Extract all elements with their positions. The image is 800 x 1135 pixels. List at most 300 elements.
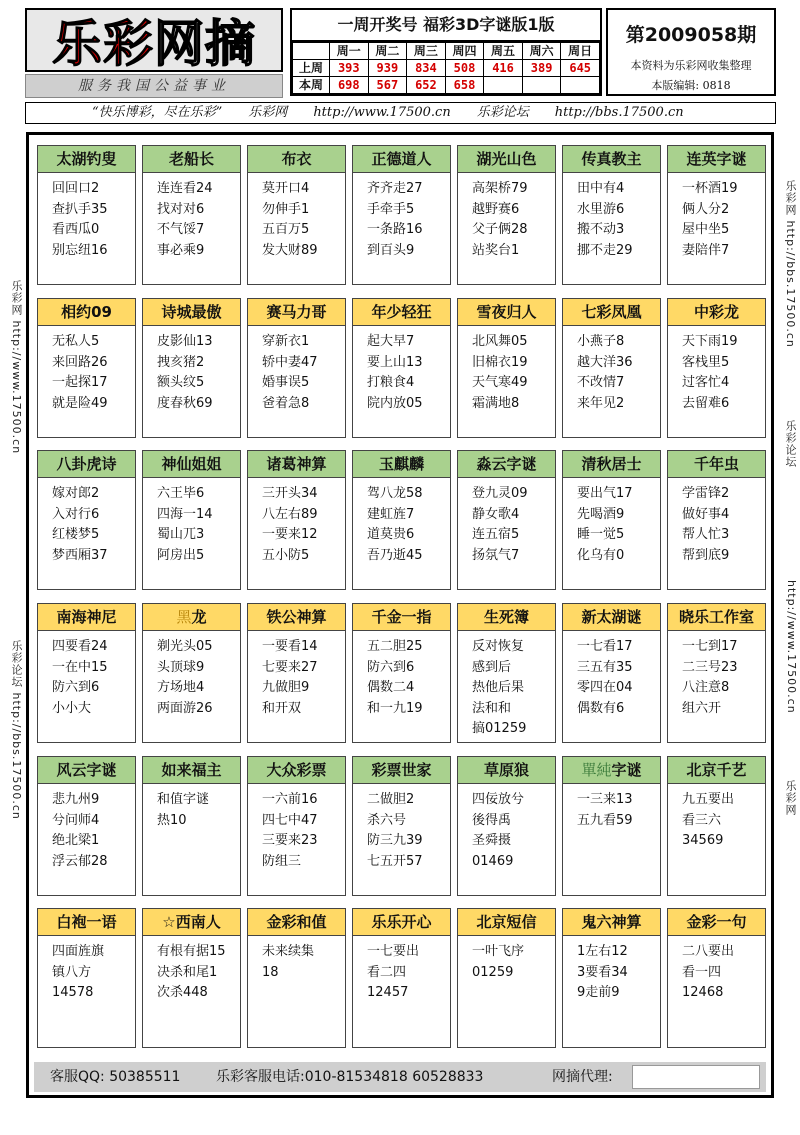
riddle-line: 一六前16 xyxy=(262,792,318,807)
riddle-card xyxy=(562,145,661,285)
riddle-line: 八注意8 xyxy=(682,680,730,695)
riddle-line: 客栈里5 xyxy=(682,354,730,370)
draw-number: 939 xyxy=(368,60,407,77)
riddle-line: 六王毕6 xyxy=(157,486,205,501)
riddle-card-body xyxy=(38,478,135,566)
riddle-card-title: 铁公神算 xyxy=(248,604,345,631)
weekly-draw-title: 一周开奖号 福彩3D字谜版1版 xyxy=(292,10,600,42)
riddle-card-title: 传真教主 xyxy=(563,146,660,173)
riddle-card-title: 大众彩票 xyxy=(248,757,345,784)
riddle-line: 连连看24 xyxy=(157,181,213,196)
tagline-quote: “快乐博彩，尽在乐彩” xyxy=(92,105,223,120)
riddle-card xyxy=(352,145,451,285)
riddle-card-title: 诗城最傲 xyxy=(143,299,240,326)
riddle-card xyxy=(247,145,346,285)
riddle-line: 站奖台1 xyxy=(472,242,520,258)
riddle-line: 阿房出5 xyxy=(157,547,205,563)
riddle-line: 一条路16 xyxy=(367,222,423,237)
riddle-card-title: 老船长 xyxy=(143,146,240,173)
riddle-line: 四佞放兮 xyxy=(472,792,525,807)
riddle-line: 三要来23 xyxy=(262,833,318,848)
riddle-line: 防六到6 xyxy=(52,680,100,695)
riddle-line: 勿伸手1 xyxy=(262,201,310,217)
riddle-card xyxy=(37,908,136,1048)
riddle-line: 和一九19 xyxy=(367,700,423,716)
riddle-line: 事必乘9 xyxy=(157,242,205,258)
riddle-line: 感到后 xyxy=(472,659,512,675)
draw-number: 393 xyxy=(330,60,369,77)
weekday-cell: 周四 xyxy=(445,43,484,60)
riddle-card xyxy=(247,603,346,743)
riddle-card-body xyxy=(143,784,240,831)
riddle-line: 登九灵09 xyxy=(472,486,528,501)
draw-number: 508 xyxy=(445,60,484,77)
riddle-card-body xyxy=(143,478,240,566)
riddle-line: 14578 xyxy=(52,985,94,1000)
riddle-card-title: 八卦虎诗 xyxy=(38,451,135,478)
riddle-line: 妻陪伴7 xyxy=(682,242,730,258)
riddle-card xyxy=(142,298,241,438)
riddle-card xyxy=(667,145,766,285)
riddle-line: 别忘纽16 xyxy=(52,242,108,258)
riddle-card xyxy=(457,756,556,896)
riddle-line: 兮问师4 xyxy=(52,812,100,828)
weekly-draw-table xyxy=(292,42,600,94)
riddle-line: 屋中坐5 xyxy=(682,222,730,237)
weekly-draw-panel xyxy=(290,8,602,96)
footer-phone: 乐彩客服电话:010-81534818 60528833 xyxy=(216,1069,484,1085)
riddle-card-body xyxy=(563,478,660,566)
riddle-line: 入对行6 xyxy=(52,506,100,522)
riddle-line: 无私人5 xyxy=(52,334,100,349)
riddle-line: 皮影仙13 xyxy=(157,334,213,349)
riddle-grid xyxy=(26,132,774,1098)
riddle-line: 防组三 xyxy=(262,853,302,869)
riddle-line: 发大财89 xyxy=(262,242,318,258)
riddle-card-title: 太湖钓叟 xyxy=(38,146,135,173)
riddle-card-title: 湖光山色 xyxy=(458,146,555,173)
riddle-line: 防三九39 xyxy=(367,833,423,848)
riddle-line: 手牵手5 xyxy=(367,201,415,217)
draw-number: 652 xyxy=(407,77,446,94)
riddle-line: 小燕子8 xyxy=(577,334,625,349)
issue-editor-note: 本版编辑: 0818 xyxy=(651,79,731,92)
riddle-line: 学雷锋2 xyxy=(682,486,730,501)
riddle-line: 和开双 xyxy=(262,700,302,716)
riddle-line: 看二四 xyxy=(367,964,407,980)
riddle-line: 水里游6 xyxy=(577,201,625,217)
riddle-line: 一七看17 xyxy=(577,639,633,654)
issue-source-note: 本资料为乐彩网收集整理 xyxy=(630,59,752,72)
riddle-card-title: 南海神尼 xyxy=(38,604,135,631)
riddle-line: 七要来27 xyxy=(262,659,318,675)
logo-text-1: 乐彩 xyxy=(52,15,154,73)
riddle-line: 北风舞05 xyxy=(472,334,528,349)
agent-field xyxy=(632,1065,760,1089)
riddle-card-title: 赛马力哥 xyxy=(248,299,345,326)
riddle-line: 驾八龙58 xyxy=(367,486,423,501)
riddle-card-title: 神仙姐姐 xyxy=(143,451,240,478)
draw-number: 658 xyxy=(445,77,484,94)
riddle-card-body xyxy=(353,326,450,414)
riddle-line: 轿中妻47 xyxy=(262,354,318,370)
riddle-line: 道莫贵6 xyxy=(367,527,415,542)
riddle-card-body xyxy=(563,631,660,719)
side-text-left: 乐彩网 http://www.17500.cn xyxy=(10,280,23,455)
riddle-card-body xyxy=(353,936,450,1004)
riddle-card-body xyxy=(248,936,345,983)
riddle-card-title: 连英字谜 xyxy=(668,146,765,173)
riddle-card-body xyxy=(458,478,555,566)
riddle-card-body xyxy=(38,936,135,1004)
title-part: 單純 xyxy=(581,761,612,779)
riddle-card xyxy=(562,450,661,590)
riddle-card-title: 千金一指 xyxy=(353,604,450,631)
riddle-line: 婚事误5 xyxy=(262,375,310,390)
riddle-line: 扬氛气7 xyxy=(472,547,520,563)
riddle-card xyxy=(457,908,556,1048)
riddle-card-body xyxy=(143,631,240,719)
riddle-card xyxy=(247,908,346,1048)
riddle-card xyxy=(457,298,556,438)
riddle-card xyxy=(142,145,241,285)
riddle-card-title: 正德道人 xyxy=(353,146,450,173)
draw-number: 645 xyxy=(561,60,600,77)
riddle-card xyxy=(562,603,661,743)
riddle-card-title: 金彩一句 xyxy=(668,909,765,936)
riddle-line: 看西瓜0 xyxy=(52,222,100,237)
riddle-line: 田中有4 xyxy=(577,181,625,196)
riddle-line: 蜀山兀3 xyxy=(157,527,205,542)
riddle-card-body xyxy=(38,326,135,414)
weekday-cell: 周五 xyxy=(484,43,523,60)
riddle-card xyxy=(37,603,136,743)
riddle-line: 帮到底9 xyxy=(682,547,730,563)
riddle-line: 反对恢复 xyxy=(472,639,525,654)
riddle-card-title: 生死簿 xyxy=(458,604,555,631)
riddle-line: 越野赛6 xyxy=(472,201,520,217)
logo-slogan: 服务我国公益事业 xyxy=(25,74,283,98)
riddle-line: 连五宿5 xyxy=(472,527,520,542)
riddle-card-body xyxy=(563,173,660,261)
riddle-line: 防六到6 xyxy=(367,659,415,675)
riddle-line: 零四在04 xyxy=(577,680,633,695)
row-label: 上周 xyxy=(293,60,330,77)
riddle-card-body xyxy=(143,326,240,414)
riddle-line: 有根有据15 xyxy=(157,944,226,959)
riddle-card-body xyxy=(458,173,555,261)
riddle-card-body xyxy=(353,631,450,719)
draw-number: 416 xyxy=(484,60,523,77)
riddle-card-body xyxy=(668,478,765,566)
riddle-card-body xyxy=(248,478,345,566)
riddle-line: 方场地4 xyxy=(157,680,205,695)
riddle-card-title: 淼云字谜 xyxy=(458,451,555,478)
riddle-card xyxy=(562,298,661,438)
riddle-line: 和值字谜 xyxy=(157,792,210,807)
riddle-card-title: 七彩凤凰 xyxy=(563,299,660,326)
riddle-line: 梦西厢37 xyxy=(52,547,108,563)
riddle-line: 要上山13 xyxy=(367,354,423,370)
riddle-line: 搬不动3 xyxy=(577,222,625,237)
riddle-line: 34569 xyxy=(682,833,724,848)
riddle-line: 三五有35 xyxy=(577,659,633,675)
riddle-line: 五百万5 xyxy=(262,222,310,237)
this-week-row xyxy=(293,77,600,94)
riddle-line: 帮人忙3 xyxy=(682,527,730,542)
riddle-card xyxy=(457,145,556,285)
riddle-card xyxy=(667,603,766,743)
riddle-line: 18 xyxy=(262,964,279,980)
riddle-card-body xyxy=(38,631,135,719)
riddle-card-body xyxy=(248,173,345,261)
riddle-card xyxy=(247,298,346,438)
riddle-line: 八左右89 xyxy=(262,506,318,522)
riddle-line: 次杀448 xyxy=(157,985,208,1000)
riddle-line: 看一四 xyxy=(682,964,722,980)
riddle-line: 莫开口4 xyxy=(262,181,310,196)
riddle-line: 绝北梁1 xyxy=(52,833,100,848)
riddle-line: 穿新衣1 xyxy=(262,334,310,349)
riddle-card xyxy=(142,756,241,896)
riddle-card-title: 相约09 xyxy=(38,299,135,326)
forum-link[interactable]: http://bbs.17500.cn xyxy=(554,105,684,120)
draw-number: 698 xyxy=(330,77,369,94)
riddle-card xyxy=(37,450,136,590)
riddle-card-title: 中彩龙 xyxy=(668,299,765,326)
riddle-line: 搞01259 xyxy=(472,721,527,736)
riddle-line: 四要看24 xyxy=(52,639,108,654)
riddle-line: 剃光头05 xyxy=(157,639,213,654)
riddle-line: 五二胆25 xyxy=(367,639,423,654)
riddle-card-title: 清秋居士 xyxy=(563,451,660,478)
riddle-line: 法和和 xyxy=(472,700,512,716)
weekday-cell: 周三 xyxy=(407,43,446,60)
riddle-line: 悲九州9 xyxy=(52,792,100,807)
riddle-line: 浮云郁28 xyxy=(52,853,108,869)
riddle-line: 院内放05 xyxy=(367,395,423,411)
weekday-cell: 周六 xyxy=(522,43,561,60)
riddle-line: 旧棉衣19 xyxy=(472,354,528,370)
riddle-card-title: 年少轻狂 xyxy=(353,299,450,326)
issue-number: 第2009058期 xyxy=(625,24,757,46)
riddle-card-title: 乐乐开心 xyxy=(353,909,450,936)
riddle-card xyxy=(247,450,346,590)
riddle-line: 後得禹 xyxy=(472,812,512,828)
riddle-card-body xyxy=(143,173,240,261)
riddle-card-title: 金彩和值 xyxy=(248,909,345,936)
riddle-line: 1左右12 xyxy=(577,944,628,959)
riddle-line: 四海一14 xyxy=(157,506,213,522)
riddle-line: 头顶球9 xyxy=(157,659,205,675)
riddle-card-title: 白袍一语 xyxy=(38,909,135,936)
riddle-card-title: 草原狼 xyxy=(458,757,555,784)
riddle-line: 挪不走29 xyxy=(577,242,633,258)
riddle-card-body xyxy=(38,784,135,872)
riddle-line: 拽亥猪2 xyxy=(157,354,205,370)
draw-number xyxy=(561,77,600,94)
riddle-line: 9走前9 xyxy=(577,985,620,1000)
riddle-card-title: 雪夜归人 xyxy=(458,299,555,326)
weekday-row xyxy=(293,43,600,60)
riddle-line: 01469 xyxy=(472,853,514,869)
logo-wordmark xyxy=(25,8,283,72)
riddle-card xyxy=(37,145,136,285)
riddle-line: 建虹旌7 xyxy=(367,506,415,522)
riddle-card-title: 北京千艺 xyxy=(668,757,765,784)
draw-number xyxy=(522,77,561,94)
riddle-line: 不改情7 xyxy=(577,375,625,390)
riddle-line: 二三号23 xyxy=(682,659,738,675)
riddle-card-body xyxy=(668,326,765,414)
riddle-card xyxy=(142,908,241,1048)
tagline-bar xyxy=(25,102,776,124)
riddle-card xyxy=(247,756,346,896)
title-part: 龙 xyxy=(191,608,207,626)
riddle-card xyxy=(457,450,556,590)
riddle-line: 爸着急8 xyxy=(262,395,310,411)
riddle-card-title: 千年虫 xyxy=(668,451,765,478)
riddle-line: 到百头9 xyxy=(367,242,415,258)
riddle-line: 决杀和尾1 xyxy=(157,964,218,980)
logo-text-2: 网摘 xyxy=(154,15,256,73)
riddle-line: 一要来12 xyxy=(262,527,318,542)
riddle-card-body xyxy=(563,936,660,1004)
riddle-line: 先喝酒9 xyxy=(577,506,625,522)
riddle-line: 九做胆9 xyxy=(262,680,310,695)
riddle-line: 回回口2 xyxy=(52,181,100,196)
riddle-card-body xyxy=(353,478,450,566)
riddle-card xyxy=(352,298,451,438)
riddle-line: 3要看34 xyxy=(577,964,628,980)
riddle-line: 来年见2 xyxy=(577,395,625,411)
riddle-card xyxy=(667,756,766,896)
riddle-card-body xyxy=(458,784,555,872)
riddle-line: 俩人分2 xyxy=(682,201,730,217)
corner-cell xyxy=(293,43,330,60)
riddle-card-body xyxy=(668,936,765,1004)
riddle-line: 看三六 xyxy=(682,812,722,828)
riddle-line: 组六开 xyxy=(682,700,722,716)
riddle-card xyxy=(667,908,766,1048)
riddle-line: 二八要出 xyxy=(682,944,735,959)
riddle-line: 杀六号 xyxy=(367,812,407,828)
riddle-card-title: 如来福主 xyxy=(143,757,240,784)
riddle-line: 一七要出 xyxy=(367,944,420,959)
riddle-card xyxy=(142,450,241,590)
riddle-card-body xyxy=(668,631,765,719)
riddle-line: 四七中47 xyxy=(262,812,318,828)
side-text-right: 乐彩网 xyxy=(784,780,797,816)
footer-qq: 客服QQ: 50385511 xyxy=(50,1069,181,1085)
riddle-line: 吾乃逝45 xyxy=(367,547,423,563)
side-text-right: http://www.17500.cn xyxy=(785,580,798,714)
riddle-line: 静女歌4 xyxy=(472,506,520,522)
forum-label: 乐彩论坛 xyxy=(476,105,529,120)
riddle-line: 天下雨19 xyxy=(682,334,738,349)
riddle-card-body xyxy=(458,631,555,740)
side-text-left: 乐彩论坛 http://bbs.17500.cn xyxy=(10,640,23,820)
riddle-line: 七五开57 xyxy=(367,853,423,869)
riddle-line: 一七到17 xyxy=(682,639,738,654)
riddle-line: 找对对6 xyxy=(157,201,205,217)
site-link[interactable]: http://www.17500.cn xyxy=(313,105,451,120)
riddle-line: 一起探17 xyxy=(52,375,108,390)
riddle-line: 九五要出 xyxy=(682,792,735,807)
riddle-line: 齐齐走27 xyxy=(367,181,423,196)
site-label: 乐彩网 xyxy=(248,105,288,120)
draw-number: 389 xyxy=(522,60,561,77)
row-label: 本周 xyxy=(293,77,330,94)
riddle-line: 起大早7 xyxy=(367,334,415,349)
riddle-card-title xyxy=(563,757,660,784)
riddle-line: 高架桥79 xyxy=(472,181,528,196)
riddle-card xyxy=(562,756,661,896)
riddle-card-body xyxy=(38,173,135,261)
riddle-card-body xyxy=(563,326,660,414)
riddle-card-body xyxy=(563,784,660,831)
riddle-card-title: 彩票世家 xyxy=(353,757,450,784)
riddle-line: 两面游26 xyxy=(157,700,213,716)
riddle-card-title: ☆西南人 xyxy=(143,909,240,936)
riddle-card-body xyxy=(248,326,345,414)
riddle-card-body xyxy=(143,936,240,1004)
riddle-line: 一三来13 xyxy=(577,792,633,807)
riddle-card xyxy=(457,603,556,743)
riddle-card xyxy=(562,908,661,1048)
riddle-line: 做好事4 xyxy=(682,506,730,522)
riddle-card xyxy=(352,450,451,590)
riddle-line: 越大洋36 xyxy=(577,354,633,370)
riddle-line: 二做胆2 xyxy=(367,792,415,807)
footer-agent-label: 网摘代理: xyxy=(552,1069,613,1085)
riddle-line: 度春秋69 xyxy=(157,395,213,411)
weekday-cell: 周二 xyxy=(368,43,407,60)
side-text-right: 乐彩论坛 xyxy=(784,420,797,468)
riddle-card-body xyxy=(668,173,765,261)
riddle-card-body xyxy=(458,326,555,414)
riddle-line: 偶数有6 xyxy=(577,700,625,716)
riddle-line: 四面旌旗 xyxy=(52,944,105,959)
riddle-card-title: 北京短信 xyxy=(458,909,555,936)
riddle-card xyxy=(352,603,451,743)
riddle-line: 查扒手35 xyxy=(52,201,108,217)
draw-number: 834 xyxy=(407,60,446,77)
riddle-card-title: 风云字谜 xyxy=(38,757,135,784)
riddle-card xyxy=(37,298,136,438)
riddle-card xyxy=(667,298,766,438)
side-text-right: 乐彩网 http://bbs.17500.cn xyxy=(784,180,797,348)
riddle-line: 打粮食4 xyxy=(367,375,415,390)
riddle-line: 一叶飞序 xyxy=(472,944,525,959)
riddle-card-body xyxy=(458,936,555,983)
riddle-line: 父子俩28 xyxy=(472,222,528,237)
riddle-line: 热10 xyxy=(157,812,187,828)
riddle-line: 小小大 xyxy=(52,700,92,716)
riddle-card-title: 晓乐工作室 xyxy=(668,604,765,631)
riddle-card-title: 鬼六神算 xyxy=(563,909,660,936)
riddle-card xyxy=(352,756,451,896)
riddle-line: 圣舜摄 xyxy=(472,833,512,848)
riddle-card-body xyxy=(353,173,450,261)
riddle-card-body xyxy=(353,784,450,872)
riddle-card xyxy=(667,450,766,590)
riddle-line: 要出气17 xyxy=(577,486,633,501)
riddle-line: 天气寒49 xyxy=(472,375,528,390)
weekday-cell: 周日 xyxy=(561,43,600,60)
riddle-card xyxy=(352,908,451,1048)
riddle-line: 睡一觉5 xyxy=(577,527,625,542)
